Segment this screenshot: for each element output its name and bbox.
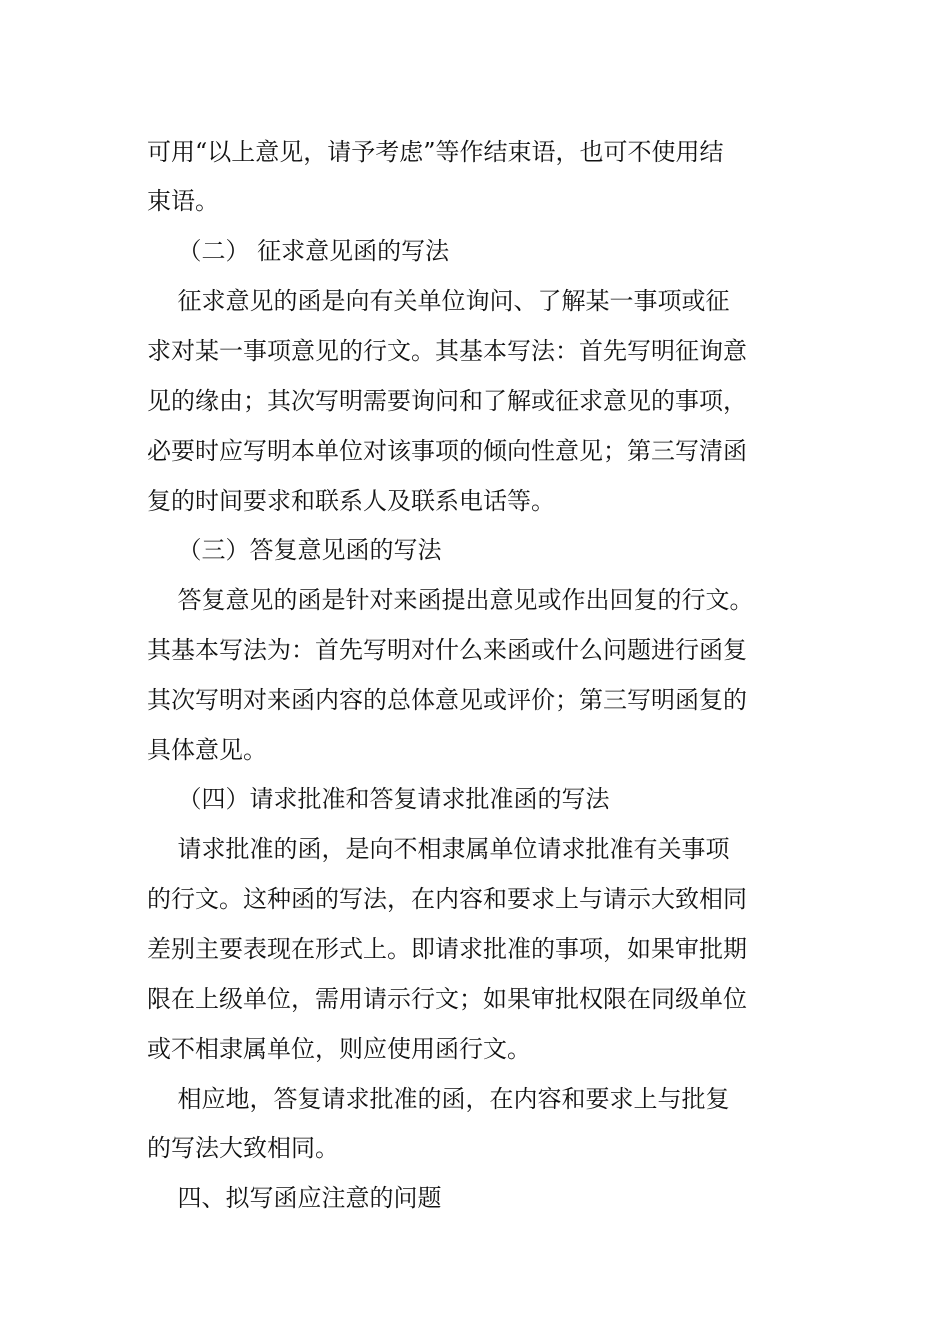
text-line-20: 相应地，答复请求批准的函，在内容和要求上与批复	[147, 1085, 730, 1113]
chapter-heading-4: 四、拟写函应注意的问题	[147, 1184, 442, 1212]
text-line-2: 束语。	[147, 187, 219, 215]
text-line-5: 求对某一事项意见的行文。其基本写法：首先写明征询意	[147, 337, 747, 365]
text-line-7: 必要时应写明本单位对该事项的倾向性意见；第三写清函	[147, 437, 747, 465]
section-heading-4: （四）请求批准和答复请求批准函的写法	[147, 785, 610, 813]
text-line-10: 答复意见的函是针对来函提出意见或作出回复的行文。	[147, 586, 754, 614]
text-line-17: 差别主要表现在形式上。即请求批准的事项，如果审批期	[147, 935, 747, 963]
text-line-11: 其基本写法为：首先写明对什么来函或什么问题进行函复	[147, 636, 747, 664]
text-line-4: 征求意见的函是向有关单位询问、了解某一事项或征	[147, 287, 730, 315]
section-heading-3: （三）答复意见函的写法	[147, 536, 442, 564]
text-line-16: 的行文。这种函的写法，在内容和要求上与请示大致相同	[147, 885, 747, 913]
text-line-12: 其次写明对来函内容的总体意见或评价；第三写明函复的	[147, 686, 747, 714]
section-heading-2: （二） 征求意见函的写法	[147, 237, 450, 265]
text-line-18: 限在上级单位，需用请示行文；如果审批权限在同级单位	[147, 985, 747, 1013]
text-line-19: 或不相隶属单位，则应使用函行文。	[147, 1035, 531, 1063]
text-line-1: 可用“以上意见，请予考虑”等作结束语，也可不使用结	[147, 138, 724, 166]
text-line-15: 请求批准的函，是向不相隶属单位请求批准有关事项	[147, 835, 730, 863]
text-line-21: 的写法大致相同。	[147, 1134, 339, 1162]
text-line-13: 具体意见。	[147, 736, 267, 764]
text-line-6: 见的缘由；其次写明需要询问和了解或征求意见的事项，	[147, 387, 747, 415]
text-line-8: 复的时间要求和联系人及联系电话等。	[147, 487, 555, 515]
